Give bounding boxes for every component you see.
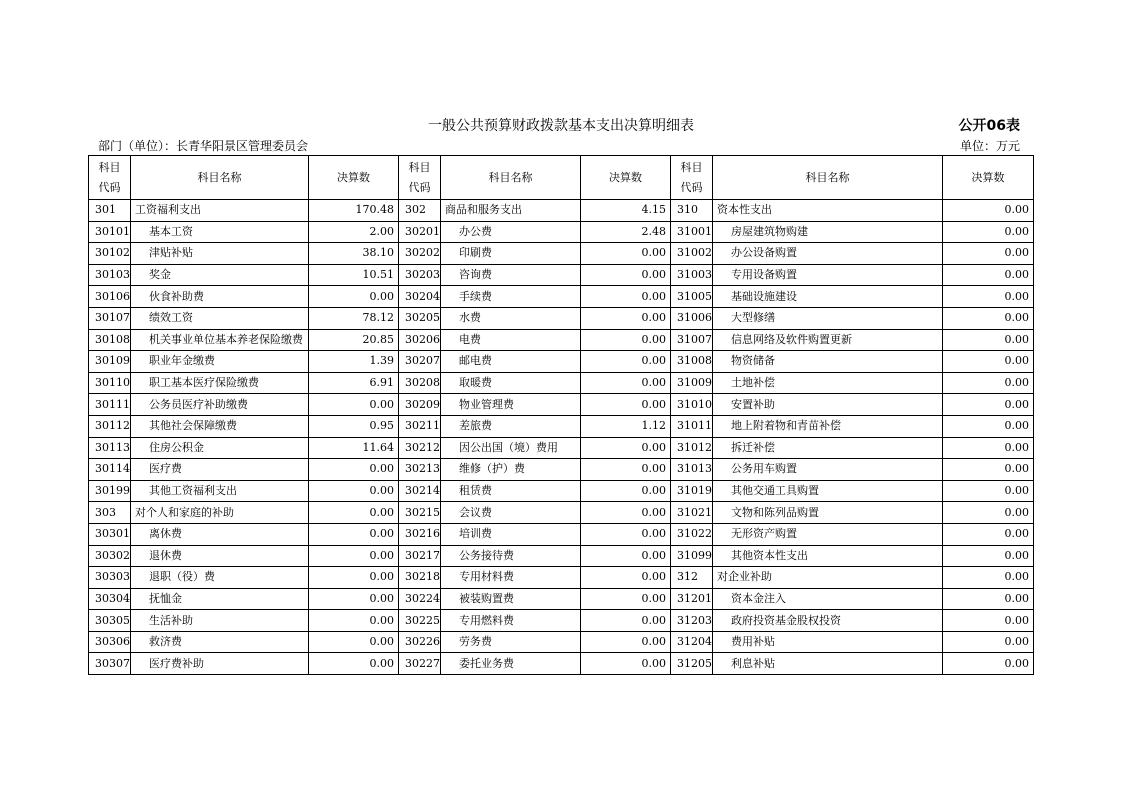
subject-code: 31019 xyxy=(671,480,713,502)
subject-name: 邮电费 xyxy=(441,351,581,373)
subject-code: 30101 xyxy=(89,221,131,243)
subject-name: 被装购置费 xyxy=(441,588,581,610)
amount-value: 20.85 xyxy=(309,329,399,351)
amount-value: 4.15 xyxy=(581,200,671,222)
amount-value: 0.00 xyxy=(581,372,671,394)
amount-value: 0.00 xyxy=(943,610,1034,632)
subject-code: 31201 xyxy=(671,588,713,610)
subject-code: 30225 xyxy=(399,610,441,632)
amount-value: 10.51 xyxy=(309,264,399,286)
amount-value: 0.00 xyxy=(309,459,399,481)
subject-code: 30205 xyxy=(399,307,441,329)
subject-name: 救济费 xyxy=(131,631,309,653)
subject-code: 31009 xyxy=(671,372,713,394)
subject-code: 30106 xyxy=(89,286,131,308)
subject-name: 委托业务费 xyxy=(441,653,581,675)
subject-code: 30211 xyxy=(399,415,441,437)
table-row xyxy=(89,523,1034,545)
amount-value: 0.00 xyxy=(309,610,399,632)
subject-code: 30215 xyxy=(399,502,441,524)
subject-code: 31008 xyxy=(671,351,713,373)
subject-code: 312 xyxy=(671,567,713,589)
subject-name: 印刷费 xyxy=(441,243,581,265)
amount-value: 0.00 xyxy=(581,502,671,524)
subject-name: 地上附着物和青苗补偿 xyxy=(713,415,943,437)
amount-value: 0.00 xyxy=(581,631,671,653)
subject-code: 302 xyxy=(399,200,441,222)
amount-value: 1.39 xyxy=(309,351,399,373)
subject-name: 水费 xyxy=(441,307,581,329)
subject-code: 30112 xyxy=(89,415,131,437)
amount-value: 0.00 xyxy=(581,588,671,610)
subject-code: 30206 xyxy=(399,329,441,351)
subject-name: 办公设备购置 xyxy=(713,243,943,265)
subject-code: 303 xyxy=(89,502,131,524)
subject-name: 无形资产购置 xyxy=(713,523,943,545)
amount-value: 0.00 xyxy=(943,653,1034,675)
subject-code: 31012 xyxy=(671,437,713,459)
subject-code: 30107 xyxy=(89,307,131,329)
subject-name: 费用补贴 xyxy=(713,631,943,653)
amount-value: 6.91 xyxy=(309,372,399,394)
department-label: 部门（单位）：长青华阳景区管理委员会 xyxy=(98,139,309,153)
subject-code: 30224 xyxy=(399,588,441,610)
subject-name: 基础设施建设 xyxy=(713,286,943,308)
table-row xyxy=(89,394,1034,416)
subject-code: 31011 xyxy=(671,415,713,437)
subject-code: 30306 xyxy=(89,631,131,653)
subject-code: 31205 xyxy=(671,653,713,675)
subject-name: 信息网络及软件购置更新 xyxy=(713,329,943,351)
amount-value: 0.00 xyxy=(581,264,671,286)
table-row xyxy=(89,221,1034,243)
amount-value: 2.48 xyxy=(581,221,671,243)
subject-name: 医疗费补助 xyxy=(131,653,309,675)
amount-value: 0.00 xyxy=(943,351,1034,373)
subject-name: 抚恤金 xyxy=(131,588,309,610)
amount-value: 170.48 xyxy=(309,200,399,222)
subject-code: 30204 xyxy=(399,286,441,308)
table-row xyxy=(89,502,1034,524)
subject-name: 生活补助 xyxy=(131,610,309,632)
subject-code: 30218 xyxy=(399,567,441,589)
subject-name: 差旅费 xyxy=(441,415,581,437)
table-row xyxy=(89,653,1034,675)
subject-name: 手续费 xyxy=(441,286,581,308)
header-name: 科目名称 xyxy=(131,156,309,200)
amount-value: 0.00 xyxy=(943,545,1034,567)
subject-code: 301 xyxy=(89,200,131,222)
subject-name: 机关事业单位基本养老保险缴费 xyxy=(131,329,309,351)
amount-value: 0.00 xyxy=(581,243,671,265)
subject-code: 30102 xyxy=(89,243,131,265)
subject-code: 30214 xyxy=(399,480,441,502)
subject-code: 31204 xyxy=(671,631,713,653)
subject-name: 专用设备购置 xyxy=(713,264,943,286)
table-row xyxy=(89,567,1034,589)
subject-name: 公务接待费 xyxy=(441,545,581,567)
header-code: 科目 代码 xyxy=(671,156,713,200)
subject-name: 大型修缮 xyxy=(713,307,943,329)
amount-value: 0.00 xyxy=(309,502,399,524)
subject-code: 30113 xyxy=(89,437,131,459)
subject-code: 31001 xyxy=(671,221,713,243)
table-row xyxy=(89,351,1034,373)
subject-code: 30217 xyxy=(399,545,441,567)
subject-code: 30203 xyxy=(399,264,441,286)
subject-name: 其他工资福利支出 xyxy=(131,480,309,502)
subject-code: 31003 xyxy=(671,264,713,286)
header-amount: 决算数 xyxy=(943,156,1034,200)
header-code: 科目 代码 xyxy=(399,156,441,200)
subject-code: 310 xyxy=(671,200,713,222)
amount-value: 0.95 xyxy=(309,415,399,437)
amount-value: 0.00 xyxy=(943,221,1034,243)
amount-value: 0.00 xyxy=(309,394,399,416)
subject-code: 30202 xyxy=(399,243,441,265)
table-row xyxy=(89,329,1034,351)
table-row xyxy=(89,588,1034,610)
subject-name: 基本工资 xyxy=(131,221,309,243)
subject-code: 30213 xyxy=(399,459,441,481)
table-row xyxy=(89,480,1034,502)
subject-name: 退职（役）费 xyxy=(131,567,309,589)
subject-code: 30108 xyxy=(89,329,131,351)
amount-value: 11.64 xyxy=(309,437,399,459)
amount-value: 0.00 xyxy=(943,480,1034,502)
subject-name: 安置补助 xyxy=(713,394,943,416)
amount-value: 0.00 xyxy=(943,286,1034,308)
subject-name: 土地补偿 xyxy=(713,372,943,394)
expenditure-table xyxy=(88,155,1034,675)
subject-code: 31021 xyxy=(671,502,713,524)
subject-code: 31022 xyxy=(671,523,713,545)
amount-value: 0.00 xyxy=(943,567,1034,589)
subject-name: 伙食补助费 xyxy=(131,286,309,308)
amount-value: 0.00 xyxy=(581,351,671,373)
subject-code: 30302 xyxy=(89,545,131,567)
subject-name: 奖金 xyxy=(131,264,309,286)
amount-value: 0.00 xyxy=(943,588,1034,610)
subject-name: 物资储备 xyxy=(713,351,943,373)
subject-name: 劳务费 xyxy=(441,631,581,653)
amount-value: 0.00 xyxy=(581,567,671,589)
subject-code: 30209 xyxy=(399,394,441,416)
header-amount: 决算数 xyxy=(581,156,671,200)
amount-value: 0.00 xyxy=(943,631,1034,653)
subject-code: 30227 xyxy=(399,653,441,675)
header-name: 科目名称 xyxy=(713,156,943,200)
amount-value: 1.12 xyxy=(581,415,671,437)
amount-value: 0.00 xyxy=(581,545,671,567)
table-row xyxy=(89,286,1034,308)
amount-value: 2.00 xyxy=(309,221,399,243)
amount-value: 0.00 xyxy=(943,329,1034,351)
subject-name: 办公费 xyxy=(441,221,581,243)
table-row xyxy=(89,243,1034,265)
subject-name: 租赁费 xyxy=(441,480,581,502)
amount-value: 0.00 xyxy=(943,200,1034,222)
unit-label: 单位：万元 xyxy=(959,139,1020,153)
subject-name: 咨询费 xyxy=(441,264,581,286)
header-code: 科目 代码 xyxy=(89,156,131,200)
table-row xyxy=(89,459,1034,481)
subject-name: 政府投资基金股权投资 xyxy=(713,610,943,632)
subject-name: 公务用车购置 xyxy=(713,459,943,481)
subject-name: 资本金注入 xyxy=(713,588,943,610)
subject-name: 资本性支出 xyxy=(713,200,943,222)
subject-name: 电费 xyxy=(441,329,581,351)
subject-name: 对企业补助 xyxy=(713,567,943,589)
subject-code: 30111 xyxy=(89,394,131,416)
subject-name: 职业年金缴费 xyxy=(131,351,309,373)
subject-name: 其他资本性支出 xyxy=(713,545,943,567)
subject-code: 30226 xyxy=(399,631,441,653)
table-row xyxy=(89,372,1034,394)
amount-value: 0.00 xyxy=(943,264,1034,286)
subject-name: 绩效工资 xyxy=(131,307,309,329)
amount-value: 38.10 xyxy=(309,243,399,265)
amount-value: 0.00 xyxy=(581,437,671,459)
amount-value: 0.00 xyxy=(309,286,399,308)
table-row xyxy=(89,545,1034,567)
amount-value: 0.00 xyxy=(581,329,671,351)
amount-value: 0.00 xyxy=(581,653,671,675)
amount-value: 0.00 xyxy=(309,631,399,653)
amount-value: 0.00 xyxy=(943,307,1034,329)
subject-code: 30109 xyxy=(89,351,131,373)
subject-name: 利息补贴 xyxy=(713,653,943,675)
amount-value: 0.00 xyxy=(581,523,671,545)
amount-value: 0.00 xyxy=(581,286,671,308)
amount-value: 0.00 xyxy=(943,523,1034,545)
amount-value: 0.00 xyxy=(943,459,1034,481)
header-row xyxy=(89,156,1034,200)
subject-code: 30207 xyxy=(399,351,441,373)
amount-value: 0.00 xyxy=(943,243,1034,265)
header-amount: 决算数 xyxy=(309,156,399,200)
table-row xyxy=(89,631,1034,653)
subject-name: 维修（护）费 xyxy=(441,459,581,481)
amount-value: 0.00 xyxy=(309,588,399,610)
subject-name: 退休费 xyxy=(131,545,309,567)
amount-value: 0.00 xyxy=(581,394,671,416)
subject-code: 30103 xyxy=(89,264,131,286)
table-row xyxy=(89,200,1034,222)
subject-name: 其他交通工具购置 xyxy=(713,480,943,502)
subject-code: 30208 xyxy=(399,372,441,394)
amount-value: 78.12 xyxy=(309,307,399,329)
amount-value: 0.00 xyxy=(943,437,1034,459)
amount-value: 0.00 xyxy=(943,415,1034,437)
table-row xyxy=(89,610,1034,632)
subject-name: 公务员医疗补助缴费 xyxy=(131,394,309,416)
subject-name: 文物和陈列品购置 xyxy=(713,502,943,524)
table-row xyxy=(89,307,1034,329)
subject-code: 30304 xyxy=(89,588,131,610)
subject-name: 职工基本医疗保险缴费 xyxy=(131,372,309,394)
subject-name: 会议费 xyxy=(441,502,581,524)
subject-name: 专用燃料费 xyxy=(441,610,581,632)
subject-name: 拆迁补偿 xyxy=(713,437,943,459)
header-name: 科目名称 xyxy=(441,156,581,200)
subject-name: 商品和服务支出 xyxy=(441,200,581,222)
amount-value: 0.00 xyxy=(309,480,399,502)
subject-name: 专用材料费 xyxy=(441,567,581,589)
subject-name: 工资福利支出 xyxy=(131,200,309,222)
table-number: 公开06表 xyxy=(958,118,1020,134)
subject-code: 30307 xyxy=(89,653,131,675)
subject-name: 因公出国（境）费用 xyxy=(441,437,581,459)
subject-code: 31099 xyxy=(671,545,713,567)
subject-name: 离休费 xyxy=(131,523,309,545)
subject-name: 培训费 xyxy=(441,523,581,545)
subject-code: 31005 xyxy=(671,286,713,308)
amount-value: 0.00 xyxy=(581,480,671,502)
subject-code: 31007 xyxy=(671,329,713,351)
amount-value: 0.00 xyxy=(581,307,671,329)
subject-code: 30216 xyxy=(399,523,441,545)
subject-name: 住房公积金 xyxy=(131,437,309,459)
subject-name: 津贴补贴 xyxy=(131,243,309,265)
amount-value: 0.00 xyxy=(309,653,399,675)
amount-value: 0.00 xyxy=(309,567,399,589)
subject-code: 31010 xyxy=(671,394,713,416)
subject-code: 30199 xyxy=(89,480,131,502)
subject-code: 31013 xyxy=(671,459,713,481)
table-row xyxy=(89,415,1034,437)
subject-code: 30201 xyxy=(399,221,441,243)
subject-code: 30114 xyxy=(89,459,131,481)
subject-name: 房屋建筑物购建 xyxy=(713,221,943,243)
table-row xyxy=(89,437,1034,459)
amount-value: 0.00 xyxy=(581,459,671,481)
amount-value: 0.00 xyxy=(943,502,1034,524)
amount-value: 0.00 xyxy=(943,372,1034,394)
amount-value: 0.00 xyxy=(943,394,1034,416)
subject-name: 医疗费 xyxy=(131,459,309,481)
subject-code: 30301 xyxy=(89,523,131,545)
subject-name: 物业管理费 xyxy=(441,394,581,416)
subject-code: 30305 xyxy=(89,610,131,632)
subject-name: 对个人和家庭的补助 xyxy=(131,502,309,524)
amount-value: 0.00 xyxy=(581,610,671,632)
subject-code: 30212 xyxy=(399,437,441,459)
subject-name: 其他社会保障缴费 xyxy=(131,415,309,437)
report-title: 一般公共预算财政拨款基本支出决算明细表 xyxy=(428,118,694,134)
table-row xyxy=(89,264,1034,286)
subject-code: 31006 xyxy=(671,307,713,329)
subject-code: 30110 xyxy=(89,372,131,394)
subject-code: 30303 xyxy=(89,567,131,589)
subject-name: 取暖费 xyxy=(441,372,581,394)
amount-value: 0.00 xyxy=(309,523,399,545)
subject-code: 31203 xyxy=(671,610,713,632)
amount-value: 0.00 xyxy=(309,545,399,567)
subject-code: 31002 xyxy=(671,243,713,265)
